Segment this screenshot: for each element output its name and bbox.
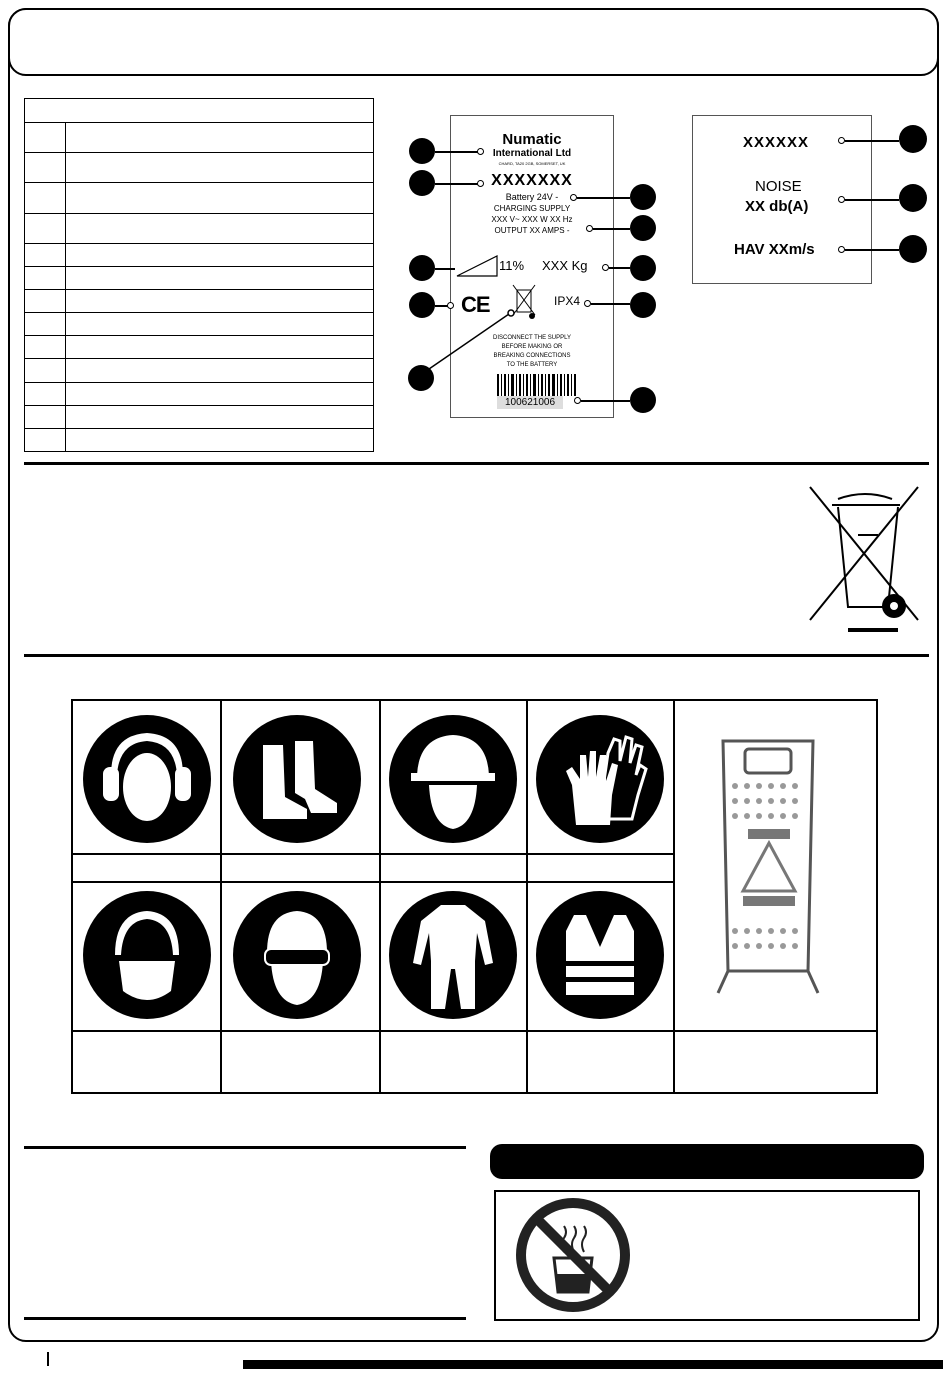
warning-banner [490, 1144, 924, 1179]
ear-protection-icon [83, 715, 211, 843]
hav-value: HAV XXm/s [734, 241, 815, 258]
section-divider [24, 1146, 466, 1149]
crossed-out-bin-icon [808, 485, 923, 637]
callout-pin [838, 246, 845, 253]
callout-pin [584, 300, 591, 307]
warning-line-2: BEFORE MAKING OR [501, 344, 563, 350]
callout-marker [409, 138, 435, 164]
ip-rating: IPX4 [554, 294, 581, 308]
hi-vis-vest-icon [536, 891, 664, 1019]
callout-line [845, 140, 899, 142]
ce-mark-icon: CE [461, 292, 490, 317]
callout-pin [602, 264, 609, 271]
callout-line [845, 249, 899, 251]
callout-pin [570, 194, 577, 201]
callout-marker [630, 215, 656, 241]
company-name: International Ltd [492, 148, 572, 159]
callout-marker [899, 184, 927, 212]
warning-line-3: BREAKING CONNECTIONS [493, 353, 571, 359]
callout-line [581, 400, 630, 402]
safety-boots-icon [233, 715, 361, 843]
callout-pin [477, 180, 484, 187]
wet-floor-sign-icon [713, 731, 823, 1001]
charging-supply-label: CHARGING SUPPLY [493, 204, 571, 213]
page-header [8, 8, 939, 76]
callout-marker [409, 255, 435, 281]
overalls-icon [389, 891, 517, 1019]
noise-label-code: XXXXXX [743, 134, 810, 151]
callout-line [435, 183, 479, 185]
no-drinking-icon [514, 1196, 632, 1314]
section-divider [24, 654, 929, 657]
ppe-grid [71, 699, 878, 1094]
no-drinking-panel [494, 1190, 920, 1321]
callout-marker [409, 170, 435, 196]
page-number-marker [47, 1352, 49, 1366]
callout-line [845, 199, 899, 201]
callout-pin [586, 225, 593, 232]
callout-marker [899, 235, 927, 263]
warning-line-4: TO THE BATTERY [506, 362, 558, 368]
noise-title: NOISE [755, 178, 802, 195]
callout-line [593, 228, 630, 230]
hard-hat-icon [389, 715, 517, 843]
callout-marker [630, 184, 656, 210]
callout-diagonal-line [425, 305, 525, 375]
section-divider [24, 1317, 466, 1320]
warning-line-1: DISCONNECT THE SUPPLY [492, 335, 572, 341]
callout-marker [899, 125, 927, 153]
gradient-value: 11% [499, 258, 525, 273]
battery-rating: Battery 24V - [505, 192, 559, 202]
supply-rating: XXX V~ XXX W XX Hz [491, 215, 573, 224]
callout-line [577, 197, 630, 199]
footer-bar [243, 1360, 943, 1369]
callout-pin [574, 397, 581, 404]
brand-name: Numatic [502, 131, 562, 148]
gloves-icon [536, 715, 664, 843]
callout-line [609, 267, 630, 269]
callout-marker [630, 255, 656, 281]
callout-pin [838, 137, 845, 144]
gradient-icon [455, 254, 499, 278]
barcode [497, 374, 577, 396]
callout-marker [630, 387, 656, 413]
callout-pin [838, 196, 845, 203]
noise-value: XX db(A) [745, 198, 809, 215]
callout-line [591, 303, 630, 305]
dust-mask-icon [83, 891, 211, 1019]
callout-pin [477, 148, 484, 155]
company-address: CHARD, TA20 2GB, SOMERSET, UK [498, 161, 566, 166]
serial-number: XXXXXXX [491, 172, 573, 189]
specification-table [24, 98, 374, 452]
weight-value: XXX Kg [542, 258, 588, 273]
section-divider [24, 462, 929, 465]
barcode-number: 100621006 [497, 396, 563, 409]
callout-marker [630, 292, 656, 318]
output-rating: OUTPUT XX AMPS - [494, 226, 570, 235]
callout-line [435, 268, 455, 270]
safety-goggles-icon [233, 891, 361, 1019]
callout-line [435, 151, 479, 153]
